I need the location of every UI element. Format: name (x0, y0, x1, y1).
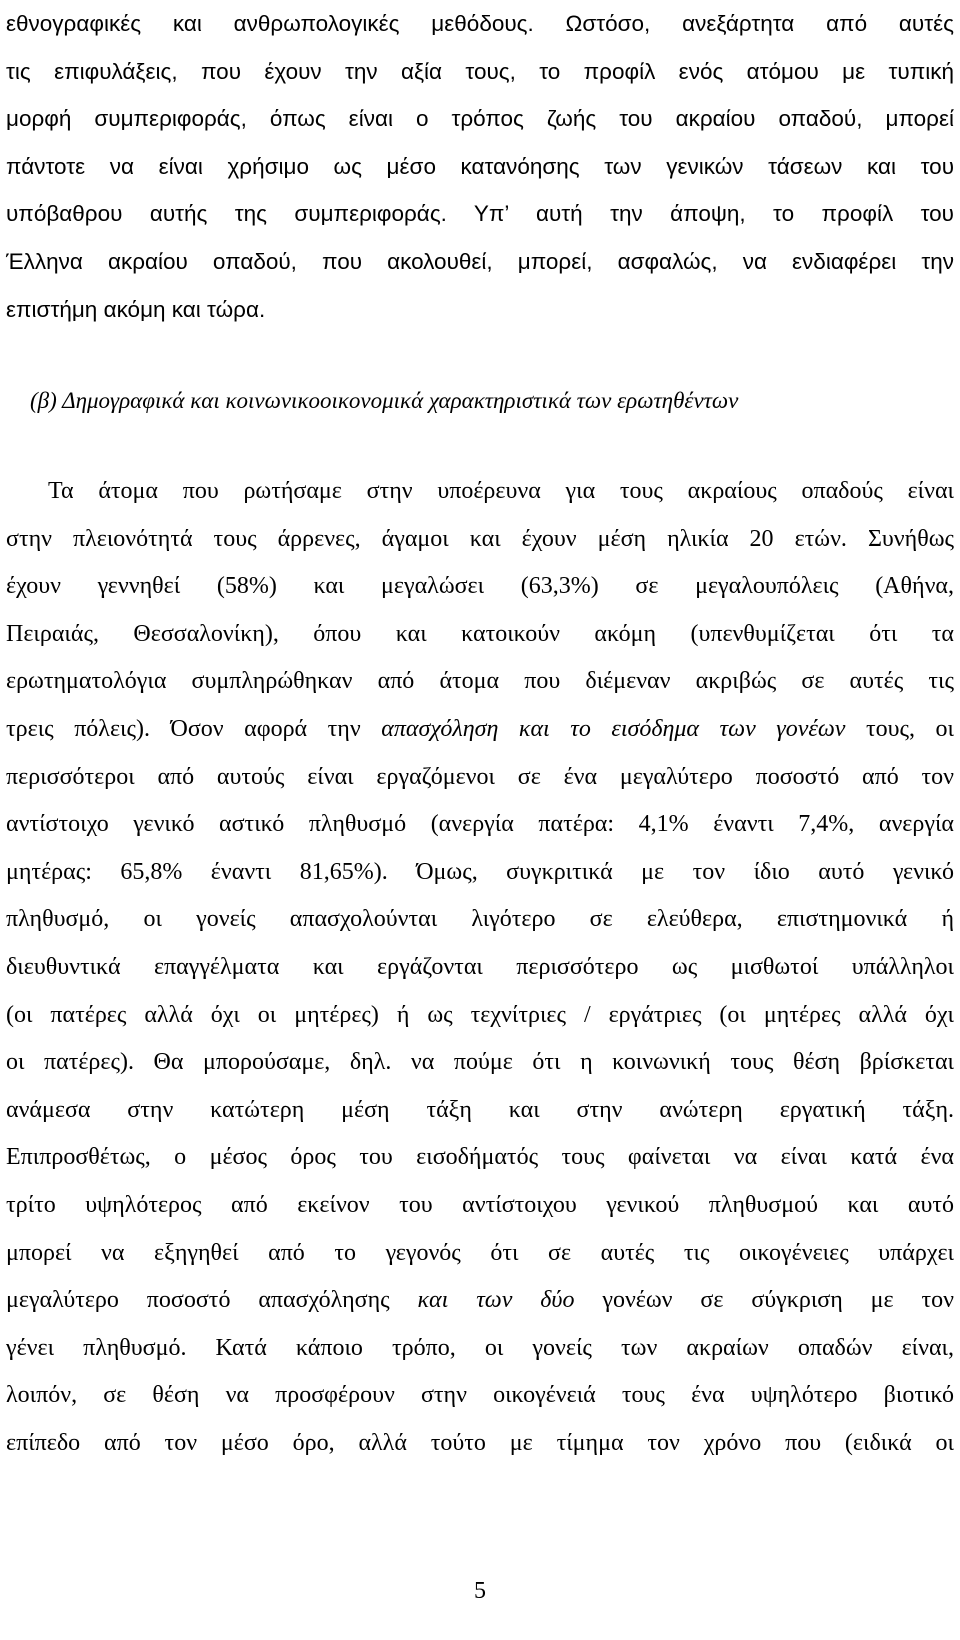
text-line: περισσότεροι από αυτούς είναι εργαζόμενοι σε ένα μεγαλύτερο ποσοστό από τον (6, 763, 954, 790)
text-line: πάντοτε να είναι χρήσιμο ως μέσο κατανόησης των γενικών τάσεων και του (6, 153, 954, 179)
text-line: επίπεδο από τον μέσο όρο, αλλά τούτο με τίμημα τον χρόνο που (ειδικά οι (6, 1429, 954, 1456)
text-line: ερωτηματολόγια συμπληρώθηκαν από άτομα που διέμεναν ακριβώς σε αυτές τις (6, 668, 954, 695)
text-line: αντίστοιχο γενικό αστικό πληθυσμό (ανεργία πατέρα: 4,1% έναντι 7,4%, ανεργία (6, 811, 954, 838)
text-line (6, 1277, 954, 1325)
text-line (6, 706, 954, 754)
page-number: 5 (474, 1578, 486, 1604)
paragraph-intro (6, 0, 954, 333)
text-line: Επιπροσθέτως, ο μέσος όρος του εισοδήματός τους φαίνεται να είναι κατά ένα (6, 1144, 954, 1171)
italic-run: και το (498, 715, 612, 742)
text-run: τρεις πόλεις). Όσον αφορά την (6, 715, 382, 742)
text-line: πληθυσμό, οι γονείς απασχολούνται λιγότερο σε ελεύθερα, επιστημονικά ή (6, 906, 954, 933)
text-run: τους, οι (845, 715, 954, 742)
text-run: μεγαλύτερο ποσοστό απασχόλησης (6, 1287, 418, 1314)
text-line: λοιπόν, σε θέση να προσφέρουν στην οικογένειά τους ένα υψηλότερο βιοτικό (6, 1382, 954, 1409)
text-run: γονέων σε σύγκριση με τον (574, 1287, 954, 1314)
text-line: επιστήμη ακόμη και τώρα. (6, 296, 266, 322)
text-line: διευθυντικά επαγγέλματα και εργάζονται περισσότερο ως μισθωτοί υπάλληλοι (6, 953, 954, 980)
text-line: Τα άτομα που ρωτήσαμε στην υποέρευνα για τους ακραίους οπαδούς είναι (48, 478, 954, 504)
section-heading: (β) Δημογραφικά και κοινωνικοοικονομικά χαρακτηριστικά των ερωτηθέντων (30, 388, 739, 413)
text-line: Έλληνα ακραίου οπαδού, που ακολουθεί, μπορεί, ασφαλώς, να ενδιαφέρει την (6, 248, 954, 274)
text-line: μητέρας: 65,8% έναντι 81,65%). Όμως, συγκριτικά με τον ίδιο αυτό γενικό (6, 858, 954, 885)
text-line: τρίτο υψηλότερος από εκείνον του αντίστοιχου γενικού πληθυσμού και αυτό (6, 1191, 954, 1218)
italic-term: και των δύο (417, 1287, 575, 1314)
paragraph-demographics (6, 468, 954, 1467)
italic-term: απασχόληση (381, 715, 499, 742)
text-line: μπορεί να εξηγηθεί από το γεγονός ότι σε αυτές τις οικογένειες υπάρχει (6, 1239, 954, 1266)
text-line: έχουν γεννηθεί (58%) και μεγαλώσει (63,3%) σε μεγαλουπόλεις (Αθήνα, (6, 573, 954, 600)
text-line: ανάμεσα στην κατώτερη μέση τάξη και στην ανώτερη εργατική τάξη. (6, 1096, 954, 1123)
text-line: (οι πατέρες αλλά όχι οι μητέρες) ή ως τεχνίτριες / εργάτριες (οι μητέρες αλλά όχι (6, 1001, 954, 1028)
text-line: οι πατέρες). Θα μπορούσαμε, δηλ. να πούμε ότι η κοινωνική τους θέση βρίσκεται (6, 1049, 954, 1076)
text-line: υπόβαθρου αυτής της συμπεριφοράς. Υπ’ αυτή την άποψη, το προφίλ του (6, 201, 954, 227)
text-line: μορφή συμπεριφοράς, όπως είναι ο τρόπος ζωής του ακραίου οπαδού, μπορεί (6, 106, 954, 132)
text-line: στην πλειονότητά τους άρρενες, άγαμοι και έχουν μέση ηλικία 20 ετών. Συνήθως (6, 525, 954, 552)
text-line: εθνογραφικές και ανθρωπολογικές μεθόδους. Ωστόσο, ανεξάρτητα από αυτές (6, 11, 954, 36)
text-line: τις επιφυλάξεις, που έχουν την αξία τους, το προφίλ ενός ατόμου με τυπική (6, 58, 954, 84)
text-line: γένει πληθυσμό. Κατά κάποιο τρόπο, οι γονείς των ακραίων οπαδών είναι, (6, 1334, 954, 1361)
italic-term: εισόδημα των γονέων (611, 715, 846, 742)
text-line: Πειραιάς, Θεσσαλονίκη), όπου και κατοικούν ακόμη (υπενθυμίζεται ότι τα (6, 620, 954, 647)
